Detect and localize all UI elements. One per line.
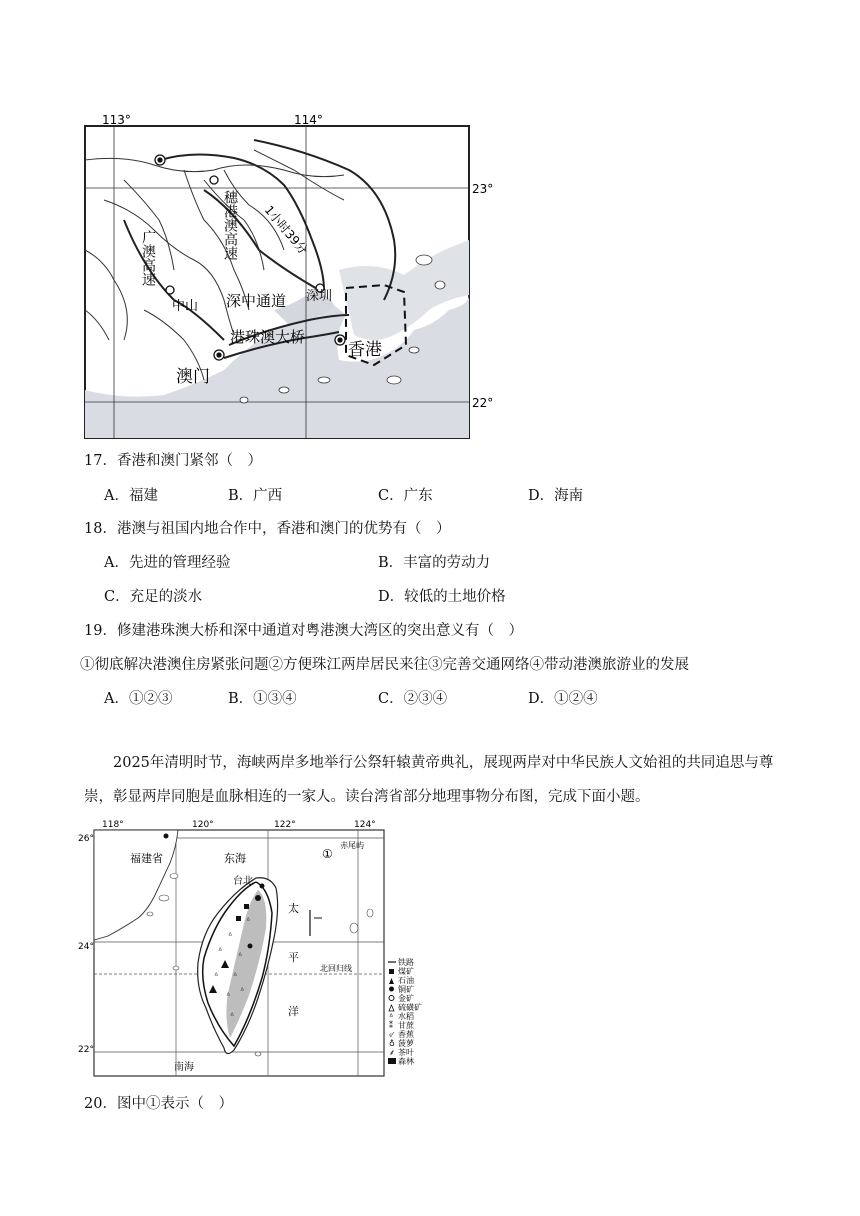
q20-stem: 20．图中①表示（ ） [84,1096,233,1112]
legend-sugarcane: 甘蔗 [398,1021,414,1030]
map2-legend [388,957,422,1066]
map2-label-ping: 平 [288,951,299,964]
map1-label-bridge: 港珠澳大桥 [230,328,306,346]
map1-label-zhongshan: 中山 [172,299,199,314]
svg-text:ᐞ: ᐞ [228,931,233,940]
q18-option-c[interactable]: C．充足的淡水 [104,589,203,605]
legend-copper: 铜矿 [398,985,414,994]
map2-label-chiwei: 赤尾屿 [340,841,364,850]
legend-oil: 石油 [398,976,414,985]
map2-label-yang: 洋 [288,1005,299,1018]
map1-label-gangao: 穗港澳高速 [222,190,238,260]
map1-label-macau: 澳门 [176,367,210,387]
q17-option-b[interactable]: B．广西 [228,488,283,504]
map2-svg [78,818,428,1080]
map2-lon-120: 120° [192,820,214,830]
svg-text:ᐞ: ᐞ [240,986,245,995]
svg-text:ᐞ: ᐞ [230,1011,235,1020]
map2-label-fujian: 福建省 [130,852,163,865]
svg-text:⸙: ⸙ [389,1048,395,1057]
legend-coal: 煤矿 [398,967,414,976]
legend-sulfur: 硫磺矿 [398,1003,422,1012]
map1-lat-23: 23° [472,182,494,196]
map1-lon-114: 114° [294,113,323,127]
map1-label-hongkong: 香港 [348,340,382,360]
map2-lat-26: 26° [78,834,94,844]
map2-label-donghai: 东海 [224,852,246,865]
legend-rice: 水稻 [398,1012,414,1021]
svg-text:ᐞ: ᐞ [238,951,243,960]
q19-option-c[interactable]: C．②③④ [378,691,448,707]
q17-stem: 17．香港和澳门紧邻（ ） [84,453,262,469]
map2-lon-118: 118° [102,820,124,830]
svg-text:୰: ୰ [389,1030,395,1039]
svg-text:ᐞ: ᐞ [218,946,223,955]
taiwan-map [78,818,428,1080]
svg-text:ᐞ: ᐞ [246,916,251,925]
pearl-river-delta-map [84,110,494,440]
q18-option-a[interactable]: A．先进的管理经验 [104,555,231,571]
q17-option-a[interactable]: A．福建 [104,488,158,504]
svg-text:ᐞ: ᐞ [226,991,231,1000]
legend-banana: 香蕉 [398,1030,414,1039]
q18-option-b[interactable]: B．丰富的劳动力 [378,555,491,571]
map1-label-time: 1小时39分 [261,202,311,258]
map1-label-shenzhen: 深圳 [306,289,333,304]
map2-lat-24: 24° [78,942,94,952]
legend-gold: 金矿 [398,994,414,1003]
q18-option-d[interactable]: D．较低的土地价格 [378,589,506,605]
map2-lon-124: 124° [354,820,376,830]
q17-option-d[interactable]: D．海南 [528,488,584,504]
map2-label-circle1: ① [322,847,333,861]
q17-option-c[interactable]: C．广东 [378,488,433,504]
map2-label-tai: 太 [288,902,299,915]
map1-lat-22: 22° [472,396,494,410]
legend-forest: 森林 [398,1057,414,1066]
svg-text:⁑: ⁑ [389,1021,393,1030]
map2-lat-22: 22° [78,1045,94,1055]
legend-railway: 铁路 [398,958,414,967]
svg-text:ᐞ: ᐞ [389,1012,394,1021]
map2-label-taibei: 台北 [233,876,253,887]
svg-text:ᐞ: ᐞ [233,971,238,980]
legend-tea: 茶叶 [398,1048,414,1057]
q18-stem: 18．港澳与祖国内地合作中，香港和澳门的优势有（ ） [84,521,451,537]
q19-option-b[interactable]: B．①③④ [228,691,297,707]
map1-lon-113: 113° [102,113,131,127]
svg-text:ᐞ: ᐞ [214,971,219,980]
q19-statements: ①彻底解决港澳住房紧张问题②方便珠江两岸居民来往③完善交通网络④带动港澳旅游业的发展 [80,657,689,673]
map1-svg [84,110,494,440]
map2-label-tropic: 北回归线 [320,964,352,973]
q19-stem: 19．修建港珠澳大桥和深中通道对粤港澳大湾区的突出意义有（ ） [84,623,523,639]
q19-option-a[interactable]: A．①②③ [104,691,173,707]
reading-passage: 2025年清明时节，海峡两岸多地举行公祭轩辕黄帝典礼，展现两岸对中华民族人文始祖的共同追思与尊崇，彰显两岸同胞是血脉相连的一家人。读台湾省部分地理事物分布图，完成下面小题。 [84,755,774,805]
map2-label-nanhai: 南海 [174,1062,194,1073]
svg-text:♁: ♁ [389,1039,395,1048]
map2-lon-122: 122° [274,820,296,830]
map1-label-guangao: 广澳高速 [140,230,156,286]
q19-option-d[interactable]: D．①②④ [528,691,598,707]
legend-pineapple: 菠萝 [398,1039,414,1048]
map1-label-shenzhong: 深中通道 [226,292,287,310]
